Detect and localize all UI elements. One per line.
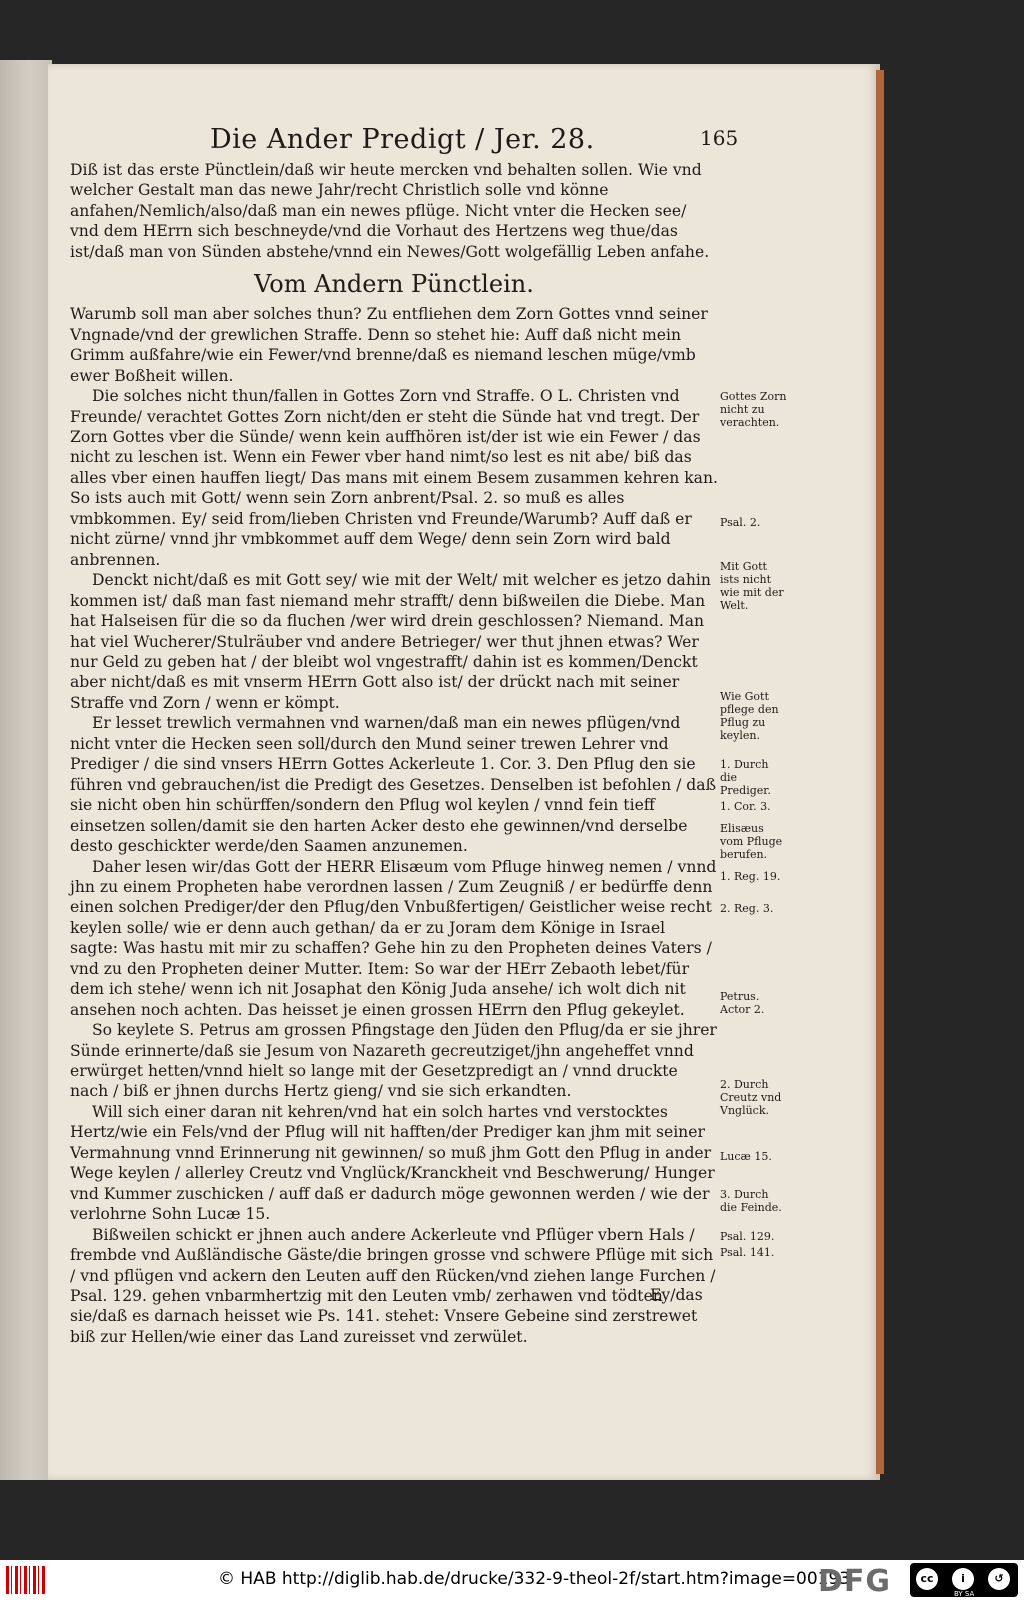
marginal-note: 2. Reg. 3.	[720, 902, 774, 915]
marginal-note: Petrus. Actor 2.	[720, 990, 765, 1016]
paragraph-1: Diß ist das erste Pünctlein/daß wir heute mercken vnd behalten sollen. Wie vnd welcher Gestalt man das newe Jahr/recht Christlich solle vnd könne anfahen/Nemlich/also/daß man ein newes pflüge. Nicht vnter die Hecken see/ vnd dem HErrn sich beschneyde/vnd die Vorhaut des Hertzens weg thue/das ist/daß man von Sünden abstehe/vnnd ein Newes/Gott wolgefällig Leben anfahe.	[70, 161, 710, 261]
marginal-note: Gottes Zorn nicht zu verachten.	[720, 390, 787, 429]
paragraph-3: Die solches nicht thun/fallen in Gottes Zorn vnd Straffe. O L. Christen vnd Freunde/ verachtet Gottes Zorn nicht/den er steht die Sünde hat vnd tregt. Der Zorn Gottes vber die Sünde/ wenn kein auffhören ist/der ist wie ein Fewer / das nicht zu leschen ist. Wenn ein Fewer vber hand nimt/so lest es nit abe/ biß das alles vber einen hauffen liegt/ Das mans mit einem Besem zusammen kehren kan. So ists auch mit Gott/ wenn sein Zorn anbrent/Psal. 2. so muß es alles vmbkommen. Ey/ seid from/lieben Christen vnd Freunde/Warumb? Auff daß er nicht zürne/ vnnd jhr vmbkommet auff dem Wege/ denn sein Zorn wird bald anbrennen.	[70, 387, 718, 569]
section-heading: Vom Andern Pünctlein.	[254, 270, 534, 299]
license-text: BY SA	[954, 1590, 975, 1598]
dfg-logo: DFG	[818, 1564, 892, 1599]
marginal-note: 2. Durch Creutz vnd Vnglück.	[720, 1078, 782, 1117]
sa-icon: ↺	[988, 1568, 1010, 1590]
cc-icon: cc	[916, 1568, 938, 1590]
paragraph-7: So keylete S. Petrus am grossen Pfingstage den Jüden den Pflug/da er sie jhrer Sünde erinnerte/daß sie Jesum von Nazareth gecreutziget/jhn angeheffet vnnd erwürget hetten/vnnd hielt so lange mit der Gesetzpredigt an / vnnd druckte nach / biß er jhnen durchs Hertz gieng/ vnd sie sich erkandten.	[70, 1021, 717, 1101]
paragraph-2: Warumb soll man aber solches thun? Zu entfliehen dem Zorn Gottes vnnd seiner Vngnade/vnd der grewlichen Straffe. Denn so stehet hie: Auff daß nicht mein Grimm außfahre/wie ein Fewer/vnd brenne/daß es niemand leschen müge/vmb ewer Boßheit willen.	[70, 305, 708, 385]
catchword: Ey/das	[650, 1286, 703, 1304]
hab-logo-icon	[6, 1566, 46, 1594]
marginal-note: Lucæ 15.	[720, 1150, 772, 1163]
paragraph-5: Er lesset trewlich vermahnen vnd warnen/daß man ein newes pflügen/vnd nicht vnter die Hecken seen soll/durch den Mund seiner trewen Lehrer vnd Prediger / die sind vnsers HErrn Gottes Ackerleute 1. Cor. 3. Den Pflug den sie führen vnd gebrauchen/ist die Predigt des Gesetzes. Denselben ist befohlen / daß sie nicht oben hin schürffen/sondern den Pflug wol keylen / vnnd fein tieff einsetzen sollen/damit sie den harten Acker desto ehe gewinnen/vnd derselbe desto geschickter werde/den Saamen anzunemen.	[70, 714, 716, 856]
source-credit-link[interactable]: © HAB http://diglib.hab.de/drucke/332-9-theol-2f/start.htm?image=00193	[218, 1569, 851, 1589]
page-number: 165	[700, 126, 739, 150]
running-title: Die Ander Predigt / Jer. 28.	[210, 124, 595, 155]
previous-page-edge	[0, 60, 52, 1480]
marginal-note: Psal. 129.	[720, 1230, 775, 1243]
main-text-column	[70, 160, 718, 1347]
by-icon: i	[952, 1568, 974, 1590]
viewer-footer	[0, 1560, 1024, 1601]
marginal-note: Mit Gott ists nicht wie mit der Welt.	[720, 560, 784, 612]
marginal-note: 1. Reg. 19.	[720, 870, 781, 883]
page-fore-edge	[876, 70, 884, 1474]
paragraph-4: Denckt nicht/daß es mit Gott sey/ wie mit der Welt/ mit welcher es jetzo dahin kommen ist/ daß man fast niemand mehr strafft/ denn bißweilen die Diebe. Man hat Halseisen für die so da fluchen /wer wird drein geschlossen? Niemand. Man hat viel Wucherer/Stulräuber vnd andere Betrieger/ wer thut jhnen etwas? Wer nur Geld zu geben hat / der bleibt wol vngestrafft/ dahin ist es kommen/Denckt aber nicht/daß es mit vnserm HErrn Gott also ist/ der drückt nach mit seiner Straffe vnd Zorn / wenn er kömpt.	[70, 571, 711, 712]
cc-license-badge-icon[interactable]	[910, 1563, 1018, 1597]
marginal-note: 1. Durch die Prediger.	[720, 758, 771, 797]
paragraph-6: Daher lesen wir/das Gott der HERR Elisæum vom Pfluge hinweg nemen / vnnd jhn zu einem Propheten habe verordnen lassen / Zum Zeugniß / er bedürffe denn einen solchen Prediger/der den Pflug/den Vnbußfertigen/ Geistlicher weise recht keylen solle/ wie er denn auch gethan/ da er zu Joram dem Könige in Israel sagte: Was hastu mit mir zu schaffen? Gehe hin zu den Propheten deines Vaters / vnd zu den Propheten deiner Mutter. Item: So war der HErr Zebaoth lebet/für dem ich stehe/ wenn ich nit Josaphat den König Juda ansehe/ ich wolt dich nit ansehen noch achten. Das heisset je einen grossen HErrn den Pflug gekeylet.	[70, 857, 717, 1019]
marginal-note: Elisæus vom Pfluge berufen.	[720, 822, 783, 861]
paragraph-9: Bißweilen schickt er jhnen auch andere Ackerleute vnd Pflüger vbern Hals / frembde vnd Außländische Gäste/die bringen grosse vnd schwere Pflüge mit sich / vnd pflügen vnd ackern den Leuten auff den Rücken/vnd ziehen lange Furchen / Psal. 129. gehen vnbarmhertzig mit den Leuten vmb/ zerhawen vnd tödten sie/daß es darnach heisset wie Ps. 141. stehet: Vnsere Gebeine sind zerstrewet biß zur Hellen/wie einer das Land zureisset vnd zerwület.	[70, 1225, 716, 1346]
marginal-note: 3. Durch die Feinde.	[720, 1188, 782, 1214]
marginal-note: Psal. 141.	[720, 1246, 775, 1259]
marginal-note: Wie Gott pflege den Pflug zu keylen.	[720, 690, 779, 742]
marginal-note: Psal. 2.	[720, 516, 761, 529]
paragraph-8: Will sich einer daran nit kehren/vnd hat ein solch hartes vnd verstocktes Hertz/wie ein Fels/vnd der Pflug will nit hafften/der Prediger kan jhm mit seiner Vermahnung vnnd Erinnerung nit gewinnen/ so muß jhm Gott den Pflug in ander Wege keylen / allerley Creutz vnd Vnglück/Kranckheit vnd Beschwerung/ Hunger vnd Kummer zuschicken / auff daß er dadurch möge gewonnen werden / wie der verlohrne Sohn Lucæ 15.	[70, 1102, 715, 1224]
marginal-note: 1. Cor. 3.	[720, 800, 771, 813]
